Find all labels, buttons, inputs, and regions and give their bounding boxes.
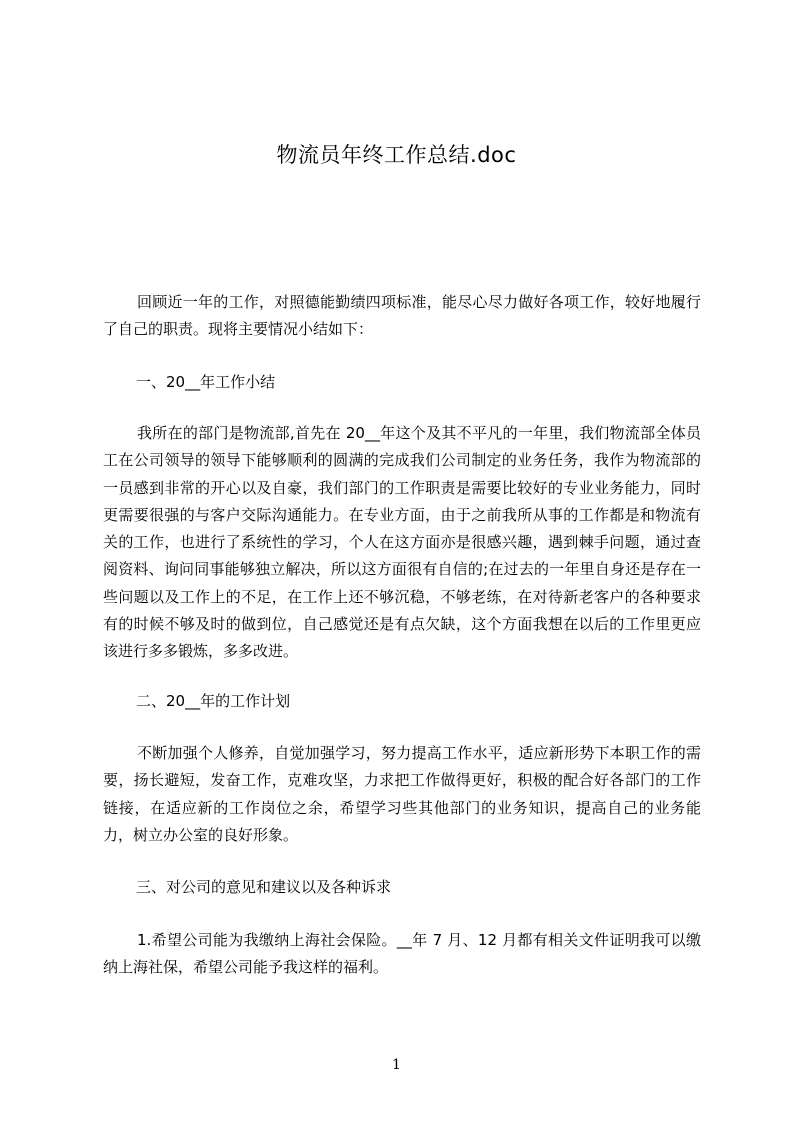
section-3-heading: 三、对公司的意见和建议以及各种诉求 bbox=[136, 878, 392, 896]
document-title: 物流员年终工作总结.doc bbox=[276, 143, 517, 167]
intro-paragraph: 回顾近一年的工作，对照德能勤绩四项标准，能尽心尽力做好各项工作，较好地履行了自己的职责。现将主要情况小结如下： bbox=[103, 293, 701, 339]
page-number: 1 bbox=[392, 1057, 401, 1073]
section-2-heading: 二、20__年的工作计划 bbox=[136, 692, 291, 710]
section-2-body: 不断加强个人修养，自觉加强学习，努力提高工作水平，适应新形势下本职工作的需要，扬长避短，发奋工作，克难攻坚，力求把工作做得更好，积极的配合好各部门的工作链接，在适应新的工作岗位之余，希望学习些其他部门的业务知识，提高自己的业务能力，树立办公室的良好形象。 bbox=[103, 744, 701, 844]
section-3-item-1: 1.希望公司能为我缴纳上海社会保险。__年 7 月、12 月都有相关文件证明我可以缴纳上海社保，希望公司能予我这样的福利。 bbox=[103, 931, 701, 977]
section-1-body: 我所在的部门是物流部,首先在 20__年这个及其不平凡的一年里，我们物流部全体员工在公司领导的领导下能够顺利的圆满的完成我们公司制定的业务任务，我作为物流部的一员感到非常的开心以及自豪，我们部门的工作职责是需要比较好的专业业务能力，同时更需要很强的与客户交际沟通能力。在专业方面，由于之前我所从事的工作都是和物流有关的工作，也进行了系统性的学习，个人在这方面亦是很感兴趣，遇到棘手问题，通过查阅资料、询问同事能够独立解决，所以这方面很有自信的;在过去的一年里自身还是存在一些问题以及工作上的不足，在工作上还不够沉稳，不够老练，在对待新老客户的各种要求有的时候不够及时的做到位，自己感觉还是有点欠缺，这个方面我想在以后的工作里更应该进行多多锻炼，多多改进。 bbox=[103, 424, 701, 661]
section-1-heading: 一、20__年工作小结 bbox=[136, 373, 276, 391]
